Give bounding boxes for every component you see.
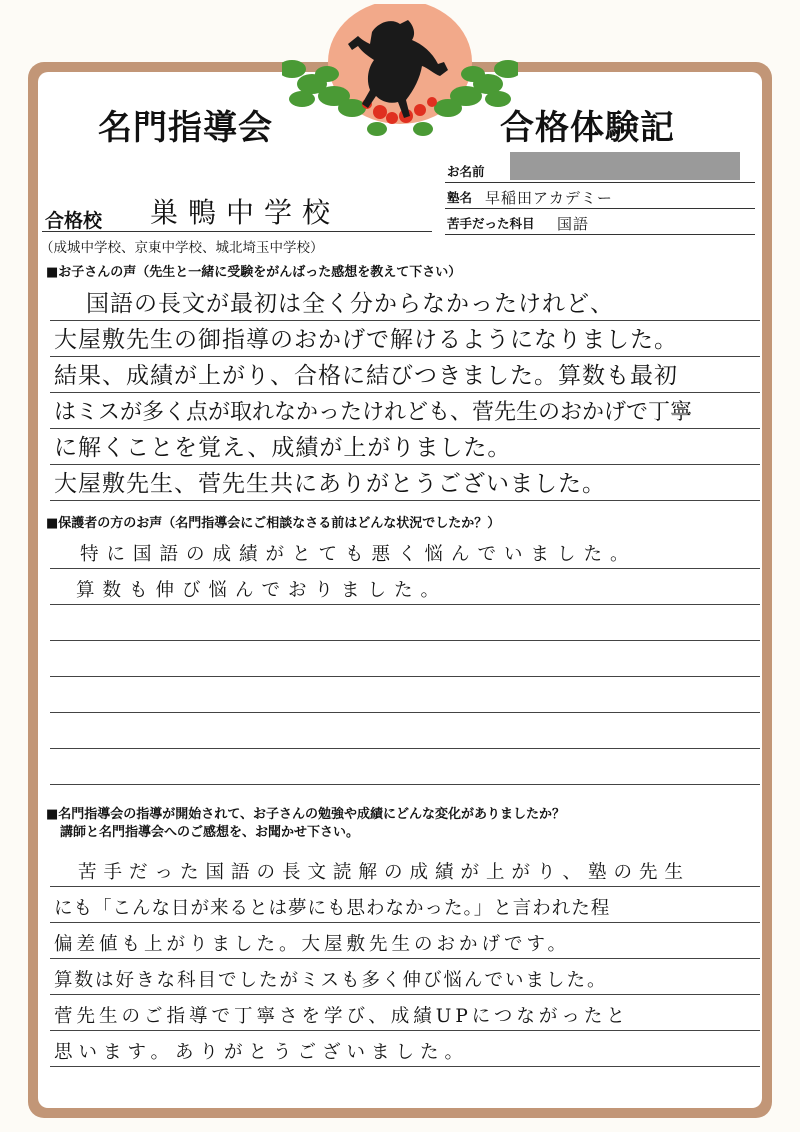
ruled-line bbox=[50, 428, 760, 465]
child-voice-section bbox=[46, 264, 762, 282]
handwritten-text: 結果、成績が上がり、合格に結びつきました。算数も最初 bbox=[54, 363, 678, 389]
impressions-heading: 講師と名門指導会へのご感想を、お聞かせ下さい。 bbox=[60, 825, 360, 840]
ruled-line bbox=[50, 464, 760, 501]
handwritten-text: 思います。ありがとうございました。 bbox=[54, 1042, 470, 1063]
weak-subject-label: 苦手だった科目 bbox=[447, 216, 535, 231]
ruled-line bbox=[50, 922, 760, 959]
handwritten-text: 算数は好きな科目でしたがミスも多く伸び悩んでいました。 bbox=[54, 970, 608, 991]
school-underline bbox=[42, 231, 432, 232]
ruled-line bbox=[50, 356, 760, 393]
handwritten-text: にも「こんな日が来るとは夢にも思わなかった。」と言われた程 bbox=[54, 898, 611, 919]
ruled-line bbox=[50, 568, 760, 605]
handwritten-text: 大屋敷先生、菅先生共にありがとうございました。 bbox=[54, 471, 606, 497]
handwritten-text: 算数も伸び悩んでおりました。 bbox=[76, 580, 448, 601]
ruled-line bbox=[50, 1030, 760, 1067]
handwritten-text: 特に国語の成績がとても悪く悩んでいました。 bbox=[80, 544, 637, 565]
weak-subject-row bbox=[445, 212, 755, 235]
ruled-line bbox=[50, 712, 760, 749]
handwritten-text: はミスが多く点が取れなかったけれども、菅先生のおかげで丁寧 bbox=[54, 400, 693, 425]
juku-row bbox=[445, 186, 755, 209]
name-row bbox=[445, 160, 755, 183]
handwritten-text: 苦手だった国語の長文読解の成績が上がり、塾の先生 bbox=[78, 862, 691, 883]
redacted-name bbox=[510, 152, 740, 180]
ruled-line bbox=[50, 392, 760, 429]
handwritten-text: 大屋敷先生の御指導のおかげで解けるようになりました。 bbox=[54, 327, 678, 353]
change-heading: ■名門指導会の指導が開始されて、お子さんの勉強や成績にどんな変化がありましたか？ bbox=[46, 807, 566, 822]
juku-label: 塾名 bbox=[447, 190, 473, 205]
handwritten-text: 偏差値も上がりました。大屋敷先生のおかげです。 bbox=[54, 934, 571, 955]
brand-title: 名門指導会 bbox=[98, 108, 273, 148]
document-title: 合格体験記 bbox=[500, 108, 675, 148]
horse-emblem-logo bbox=[282, 4, 518, 154]
ruled-line bbox=[50, 958, 760, 995]
ruled-line bbox=[50, 994, 760, 1031]
other-schools: （成城中学校、京東中学校、城北埼玉中学校） bbox=[40, 240, 324, 256]
name-label: お名前 bbox=[447, 164, 485, 179]
handwritten-text: 国語の長文が最初は全く分からなかったけれど、 bbox=[86, 291, 614, 317]
juku-value: 早稲田アカデミー bbox=[485, 189, 613, 207]
parent-voice-section bbox=[46, 515, 762, 533]
change-section bbox=[46, 806, 762, 842]
passed-school-name: 巣鴨中学校 bbox=[150, 196, 341, 229]
ruled-line bbox=[50, 748, 760, 785]
passed-school-label: 合格校 bbox=[45, 210, 103, 232]
handwritten-text: に解くことを覚え、成績が上がりました。 bbox=[54, 435, 512, 461]
parent-voice-heading: ■保護者の方のお声（名門指導会にご相談なさる前はどんな状況でしたか？） bbox=[46, 516, 501, 531]
ruled-line bbox=[50, 640, 760, 677]
ruled-line bbox=[50, 320, 760, 357]
ruled-line bbox=[50, 604, 760, 641]
weak-subject-value: 国語 bbox=[557, 215, 590, 233]
ruled-line bbox=[50, 850, 760, 887]
handwritten-text: 菅先生のご指導で丁寧さを学び、成績UPにつながったと bbox=[54, 1006, 629, 1027]
ruled-line bbox=[50, 676, 760, 713]
ruled-line bbox=[50, 886, 760, 923]
child-voice-heading: ■お子さんの声（先生と一緒に受験をがんばった感想を教えて下さい） bbox=[46, 265, 462, 280]
ruled-line bbox=[50, 532, 760, 569]
ruled-line bbox=[50, 284, 760, 321]
